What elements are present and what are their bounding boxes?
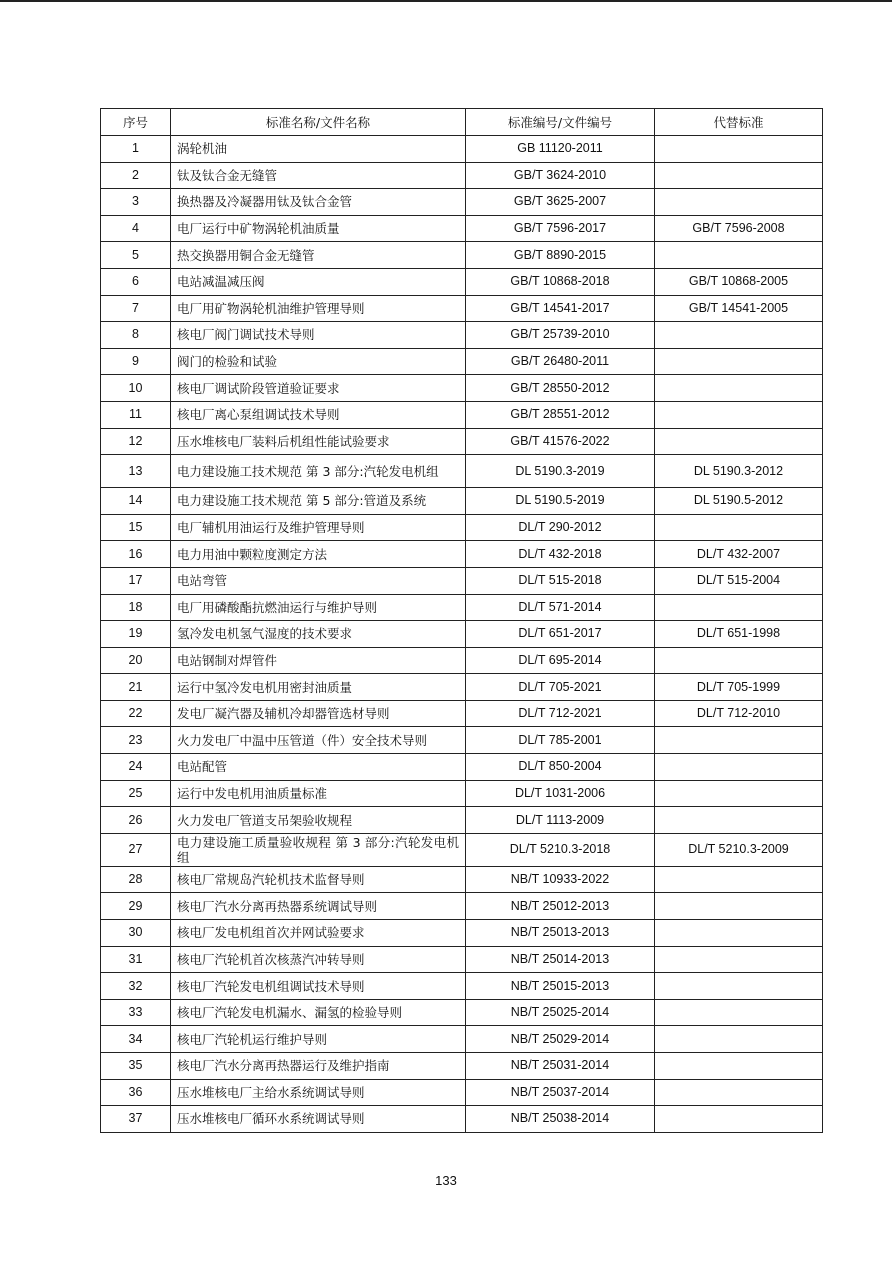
row-standard-code: GB/T 28551-2012	[466, 401, 655, 428]
row-replaced-standard	[655, 780, 823, 807]
table-row	[101, 866, 823, 893]
row-replaced-standard	[655, 866, 823, 893]
row-standard-name: 发电厂凝汽器及辅机冷却器管选材导则	[171, 700, 466, 727]
table-body	[101, 136, 823, 1133]
table-row	[101, 893, 823, 920]
row-serial-number: 9	[101, 348, 171, 375]
table-row	[101, 999, 823, 1026]
row-standard-code: GB/T 8890-2015	[466, 242, 655, 269]
row-standard-name: 核电厂汽轮机运行维护导则	[171, 1026, 466, 1053]
row-standard-name: 电力建设施工技术规范 第 5 部分:管道及系统	[171, 488, 466, 515]
row-standard-name: 火力发电厂管道支吊架验收规程	[171, 807, 466, 834]
row-standard-name: 核电厂汽轮发电机组调试技术导则	[171, 973, 466, 1000]
table-row	[101, 162, 823, 189]
row-replaced-standard	[655, 322, 823, 349]
row-replaced-standard	[655, 920, 823, 947]
row-serial-number: 24	[101, 754, 171, 781]
table-row	[101, 215, 823, 242]
row-standard-code: NB/T 25038-2014	[466, 1106, 655, 1133]
header-standard-code: 标准编号/文件编号	[466, 109, 655, 136]
row-standard-name: 核电厂汽水分离再热器运行及维护指南	[171, 1053, 466, 1080]
row-replaced-standard: DL 5190.3-2012	[655, 455, 823, 488]
table-row	[101, 322, 823, 349]
table-row	[101, 541, 823, 568]
row-replaced-standard: DL 5190.5-2012	[655, 488, 823, 515]
row-standard-code: GB/T 7596-2017	[466, 215, 655, 242]
page-number: 133	[435, 1173, 457, 1188]
row-serial-number: 27	[101, 833, 171, 866]
row-replaced-standard	[655, 1026, 823, 1053]
row-standard-code: NB/T 25012-2013	[466, 893, 655, 920]
row-serial-number: 25	[101, 780, 171, 807]
row-standard-code: NB/T 10933-2022	[466, 866, 655, 893]
header-serial-number: 序号	[101, 109, 171, 136]
row-replaced-standard	[655, 242, 823, 269]
row-standard-name: 核电厂阀门调试技术导则	[171, 322, 466, 349]
row-standard-code: DL/T 651-2017	[466, 621, 655, 648]
row-serial-number: 11	[101, 401, 171, 428]
table-row	[101, 973, 823, 1000]
row-standard-code: NB/T 25014-2013	[466, 946, 655, 973]
row-standard-code: GB 11120-2011	[466, 136, 655, 163]
table-row	[101, 136, 823, 163]
table-row	[101, 189, 823, 216]
row-standard-code: DL/T 290-2012	[466, 514, 655, 541]
table-row	[101, 488, 823, 515]
row-standard-name: 涡轮机油	[171, 136, 466, 163]
row-serial-number: 4	[101, 215, 171, 242]
table-row	[101, 375, 823, 402]
row-replaced-standard	[655, 401, 823, 428]
row-serial-number: 26	[101, 807, 171, 834]
row-serial-number: 22	[101, 700, 171, 727]
row-serial-number: 1	[101, 136, 171, 163]
row-serial-number: 10	[101, 375, 171, 402]
row-standard-name: 压水堆核电厂主给水系统调试导则	[171, 1079, 466, 1106]
row-serial-number: 14	[101, 488, 171, 515]
row-standard-name: 换热器及冷凝器用钛及钛合金管	[171, 189, 466, 216]
row-standard-name: 运行中氢冷发电机用密封油质量	[171, 674, 466, 701]
row-standard-name: 电站减温减压阀	[171, 268, 466, 295]
row-replaced-standard: DL/T 515-2004	[655, 567, 823, 594]
row-replaced-standard: GB/T 10868-2005	[655, 268, 823, 295]
row-standard-name: 压水堆核电厂装料后机组性能试验要求	[171, 428, 466, 455]
row-standard-name: 核电厂常规岛汽轮机技术监督导则	[171, 866, 466, 893]
row-standard-name: 运行中发电机用油质量标准	[171, 780, 466, 807]
row-standard-code: DL/T 785-2001	[466, 727, 655, 754]
row-replaced-standard	[655, 999, 823, 1026]
row-standard-name: 火力发电厂中温中压管道（件）安全技术导则	[171, 727, 466, 754]
table-row	[101, 727, 823, 754]
row-replaced-standard: DL/T 432-2007	[655, 541, 823, 568]
row-standard-code: DL 5190.5-2019	[466, 488, 655, 515]
row-standard-name: 阀门的检验和试验	[171, 348, 466, 375]
row-standard-code: DL/T 1031-2006	[466, 780, 655, 807]
table-header-row	[101, 109, 823, 136]
table-row	[101, 594, 823, 621]
row-standard-name: 核电厂发电机组首次并网试验要求	[171, 920, 466, 947]
table-row	[101, 674, 823, 701]
table-row	[101, 428, 823, 455]
row-replaced-standard	[655, 1053, 823, 1080]
table-row	[101, 295, 823, 322]
row-standard-name: 电力建设施工质量验收规程 第 3 部分:汽轮发电机组	[171, 833, 466, 866]
row-serial-number: 15	[101, 514, 171, 541]
row-standard-name: 核电厂汽轮发电机漏水、漏氢的检验导则	[171, 999, 466, 1026]
row-serial-number: 12	[101, 428, 171, 455]
table-row	[101, 647, 823, 674]
row-standard-name: 电力用油中颗粒度测定方法	[171, 541, 466, 568]
row-replaced-standard	[655, 348, 823, 375]
table-row	[101, 700, 823, 727]
row-standard-name: 电厂运行中矿物涡轮机油质量	[171, 215, 466, 242]
row-standard-name: 热交换器用铜合金无缝管	[171, 242, 466, 269]
table-row	[101, 1079, 823, 1106]
header-replaced-standard: 代替标准	[655, 109, 823, 136]
row-standard-code: DL/T 712-2021	[466, 700, 655, 727]
row-serial-number: 37	[101, 1106, 171, 1133]
row-serial-number: 19	[101, 621, 171, 648]
row-standard-code: GB/T 3625-2007	[466, 189, 655, 216]
table-row	[101, 268, 823, 295]
row-serial-number: 23	[101, 727, 171, 754]
row-serial-number: 33	[101, 999, 171, 1026]
row-replaced-standard	[655, 893, 823, 920]
row-serial-number: 31	[101, 946, 171, 973]
table-row	[101, 1053, 823, 1080]
row-serial-number: 8	[101, 322, 171, 349]
header-standard-name: 标准名称/文件名称	[171, 109, 466, 136]
row-serial-number: 2	[101, 162, 171, 189]
row-replaced-standard	[655, 375, 823, 402]
row-standard-code: NB/T 25031-2014	[466, 1053, 655, 1080]
row-standard-code: NB/T 25037-2014	[466, 1079, 655, 1106]
table-row	[101, 621, 823, 648]
row-replaced-standard: GB/T 7596-2008	[655, 215, 823, 242]
row-standard-name: 核电厂离心泵组调试技术导则	[171, 401, 466, 428]
row-standard-name: 电厂用矿物涡轮机油维护管理导则	[171, 295, 466, 322]
row-standard-name: 氢冷发电机氢气湿度的技术要求	[171, 621, 466, 648]
row-serial-number: 32	[101, 973, 171, 1000]
standards-table	[100, 108, 823, 1133]
table-row	[101, 807, 823, 834]
table-row	[101, 567, 823, 594]
row-replaced-standard	[655, 136, 823, 163]
row-serial-number: 17	[101, 567, 171, 594]
row-standard-code: NB/T 25013-2013	[466, 920, 655, 947]
row-serial-number: 16	[101, 541, 171, 568]
row-serial-number: 3	[101, 189, 171, 216]
row-replaced-standard	[655, 428, 823, 455]
table-row	[101, 754, 823, 781]
row-replaced-standard	[655, 754, 823, 781]
row-replaced-standard	[655, 727, 823, 754]
row-serial-number: 18	[101, 594, 171, 621]
row-serial-number: 6	[101, 268, 171, 295]
row-standard-name: 核电厂汽轮机首次核蒸汽冲转导则	[171, 946, 466, 973]
table-row	[101, 833, 823, 866]
row-standard-code: DL/T 1113-2009	[466, 807, 655, 834]
row-standard-code: DL/T 705-2021	[466, 674, 655, 701]
row-standard-name: 电厂用磷酸酯抗燃油运行与维护导则	[171, 594, 466, 621]
row-replaced-standard	[655, 1106, 823, 1133]
table-row	[101, 348, 823, 375]
row-replaced-standard: GB/T 14541-2005	[655, 295, 823, 322]
row-standard-name: 电站配管	[171, 754, 466, 781]
row-replaced-standard: DL/T 651-1998	[655, 621, 823, 648]
row-standard-code: DL/T 515-2018	[466, 567, 655, 594]
row-serial-number: 7	[101, 295, 171, 322]
row-standard-code: NB/T 25025-2014	[466, 999, 655, 1026]
row-standard-code: GB/T 14541-2017	[466, 295, 655, 322]
row-standard-code: NB/T 25029-2014	[466, 1026, 655, 1053]
row-standard-code: GB/T 3624-2010	[466, 162, 655, 189]
row-standard-name: 电力建设施工技术规范 第 3 部分:汽轮发电机组	[171, 455, 466, 488]
row-replaced-standard	[655, 162, 823, 189]
row-serial-number: 13	[101, 455, 171, 488]
table-row	[101, 514, 823, 541]
row-standard-code: DL 5190.3-2019	[466, 455, 655, 488]
row-replaced-standard	[655, 189, 823, 216]
row-standard-code: DL/T 432-2018	[466, 541, 655, 568]
table-row	[101, 1106, 823, 1133]
top-border-line	[0, 0, 892, 2]
row-standard-name: 核电厂调试阶段管道验证要求	[171, 375, 466, 402]
table-row	[101, 242, 823, 269]
row-serial-number: 34	[101, 1026, 171, 1053]
row-replaced-standard	[655, 973, 823, 1000]
row-serial-number: 20	[101, 647, 171, 674]
row-standard-code: DL/T 850-2004	[466, 754, 655, 781]
table-row	[101, 455, 823, 488]
row-serial-number: 5	[101, 242, 171, 269]
row-standard-code: GB/T 28550-2012	[466, 375, 655, 402]
table-row	[101, 1026, 823, 1053]
row-standard-name: 电厂辅机用油运行及维护管理导则	[171, 514, 466, 541]
row-replaced-standard	[655, 946, 823, 973]
row-replaced-standard: DL/T 705-1999	[655, 674, 823, 701]
row-standard-code: GB/T 41576-2022	[466, 428, 655, 455]
row-serial-number: 28	[101, 866, 171, 893]
table-row	[101, 401, 823, 428]
row-replaced-standard	[655, 647, 823, 674]
row-standard-name: 钛及钛合金无缝管	[171, 162, 466, 189]
table-row	[101, 946, 823, 973]
row-standard-name: 电站钢制对焊管件	[171, 647, 466, 674]
row-serial-number: 35	[101, 1053, 171, 1080]
row-replaced-standard	[655, 594, 823, 621]
row-standard-code: GB/T 25739-2010	[466, 322, 655, 349]
row-replaced-standard	[655, 514, 823, 541]
row-standard-name: 压水堆核电厂循环水系统调试导则	[171, 1106, 466, 1133]
row-replaced-standard: DL/T 712-2010	[655, 700, 823, 727]
row-serial-number: 29	[101, 893, 171, 920]
row-standard-code: DL/T 571-2014	[466, 594, 655, 621]
table-row	[101, 780, 823, 807]
row-standard-code: NB/T 25015-2013	[466, 973, 655, 1000]
row-standard-code: GB/T 26480-2011	[466, 348, 655, 375]
row-standard-name: 核电厂汽水分离再热器系统调试导则	[171, 893, 466, 920]
row-serial-number: 36	[101, 1079, 171, 1106]
row-standard-name: 电站弯管	[171, 567, 466, 594]
row-serial-number: 21	[101, 674, 171, 701]
table-row	[101, 920, 823, 947]
row-standard-code: DL/T 695-2014	[466, 647, 655, 674]
row-standard-code: DL/T 5210.3-2018	[466, 833, 655, 866]
row-replaced-standard: DL/T 5210.3-2009	[655, 833, 823, 866]
row-serial-number: 30	[101, 920, 171, 947]
row-replaced-standard	[655, 807, 823, 834]
row-standard-code: GB/T 10868-2018	[466, 268, 655, 295]
row-replaced-standard	[655, 1079, 823, 1106]
